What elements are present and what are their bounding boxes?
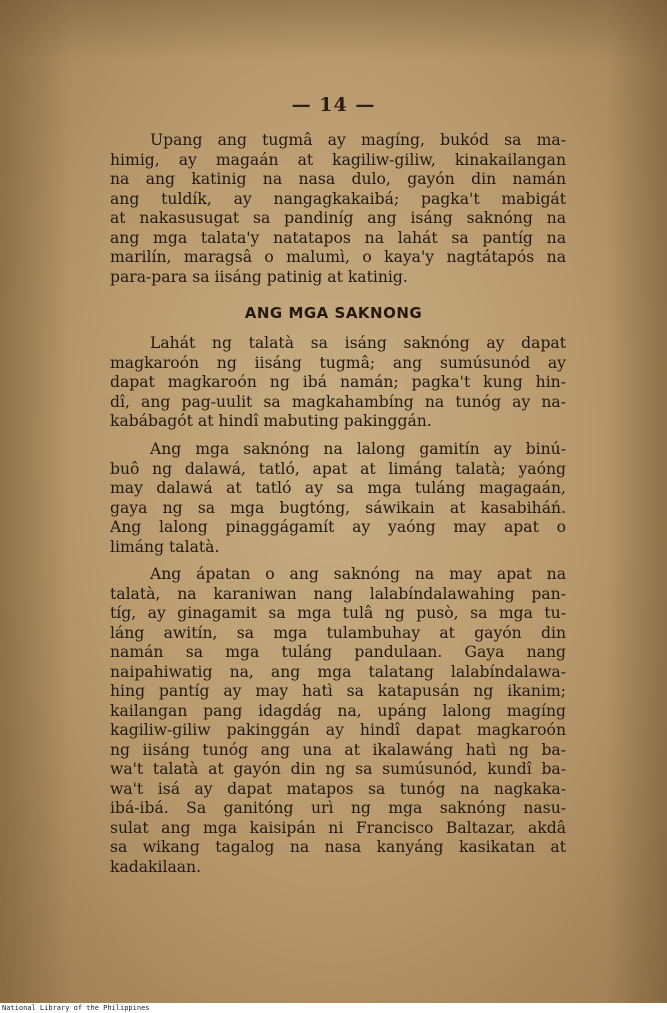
page-shadow-right (607, 0, 667, 1003)
library-credit: National Library of the Philippines (0, 1004, 667, 1013)
paragraph-stanza-rhyme (110, 334, 566, 432)
text-line: ang mga talata'y natatapos na lahát sa pantíg na (110, 228, 566, 247)
text-line: para-para sa iisáng patinig at katinig. (110, 267, 408, 286)
text-line: marilín, maragsâ o malumì, o kaya'y nagtátapós na (110, 248, 566, 266)
text-line: kailangan pang idagdág na, upáng lalong magíng (110, 701, 566, 720)
text-line: sulat ang mga kaisipán ni Francisco Baltazar, akdâ (110, 818, 566, 837)
page-number: — 14 — (291, 94, 376, 116)
text-line: gaya ng sa mga bugtóng, sáwikain at kasabiháń. (110, 498, 566, 517)
text-line: Ang mga saknóng na lalong gamitín ay binú- (150, 440, 566, 458)
text-line: wa't talatà at gayón din ng sa sumúsunód, kundî ba- (110, 760, 566, 778)
text-line: tíg, ay ginagamit sa mga tulâ ng pusò, sa mga tu- (110, 604, 566, 622)
paragraph-stanza-types (110, 440, 566, 557)
text-line: kagiliw-giliw pakinggán ay hindî dapat magkaroón (110, 721, 566, 739)
text-line: sa wikang tagalog na nasa kanyáng kasikatan at (110, 838, 566, 856)
text-line: at nakasusugat sa pandiníg ang isáng saknóng na (110, 209, 566, 227)
text-line: ng iisáng tunóg ang una at ikalawáng hatì ng ba- (110, 740, 566, 759)
text-line: dî, ang pag-uulit sa magkahambíng na tunóg ay na- (110, 392, 566, 411)
text-line: buô ng dalawá, tatló, apat at limáng talatà; yaóng (110, 459, 566, 478)
text-line: may dalawá at tatló ay sa mga tuláng magagaán, (110, 479, 566, 497)
text-line: hing pantíg ay may hatì sa katapusán ng ikanim; (110, 682, 566, 700)
text-line: kabábagót at hindî mabuting pakinggán. (110, 412, 432, 430)
text-line: magkaroón ng iisáng tugmâ; ang sumúsunód ay (110, 353, 566, 372)
text-line: Upang ang tugmâ ay magíng, bukód sa ma- (150, 131, 566, 149)
page-shadow-left (0, 0, 70, 1003)
text-line: limáng talatà. (110, 537, 220, 556)
text-line: Ang ápatan o ang saknóng na may apat na (150, 565, 566, 583)
text-line: na ang katinig na nasa dulo, gayón din namán (110, 170, 566, 188)
text-line: ang tuldík, ay nangagkakaibá; pagka't mabigát (110, 189, 566, 208)
text-line: láng awitín, sa mga tulambuhay at gayón din (110, 623, 566, 642)
text-line: Lahát ng talatà sa isáng saknóng ay dapat (150, 334, 566, 352)
text-line: wa't isá ay dapat matapos sa tunóg na nagkaka- (110, 779, 566, 798)
text-line: namán sa mga tuláng pandulaan. Gaya nang (110, 643, 566, 661)
paragraph-quatrain (110, 565, 566, 877)
paragraph-rhyme (110, 131, 566, 287)
text-line: dapat magkaroón ng ibá namán; pagka't kung hin- (110, 373, 566, 391)
text-line: ibá-ibá. Sa ganitóng urì ng mga saknóng nasu- (110, 799, 566, 817)
text-line: himig, ay magaán at kagiliw-giliw, kinakailangan (110, 150, 566, 169)
text-line: kadakilaan. (110, 857, 202, 876)
text-line: Ang lalong pinaggágamít ay yaóng may apat o (110, 518, 566, 536)
text-line: talatà, na karaniwan nang lalabíndalawahing pan- (110, 584, 566, 603)
page-shadow-top (0, 0, 667, 60)
section-heading: ANG MGA SAKNONG (244, 304, 423, 322)
text-line: naipahiwatig na, ang mga talatang lalabíndalawa- (110, 662, 566, 681)
